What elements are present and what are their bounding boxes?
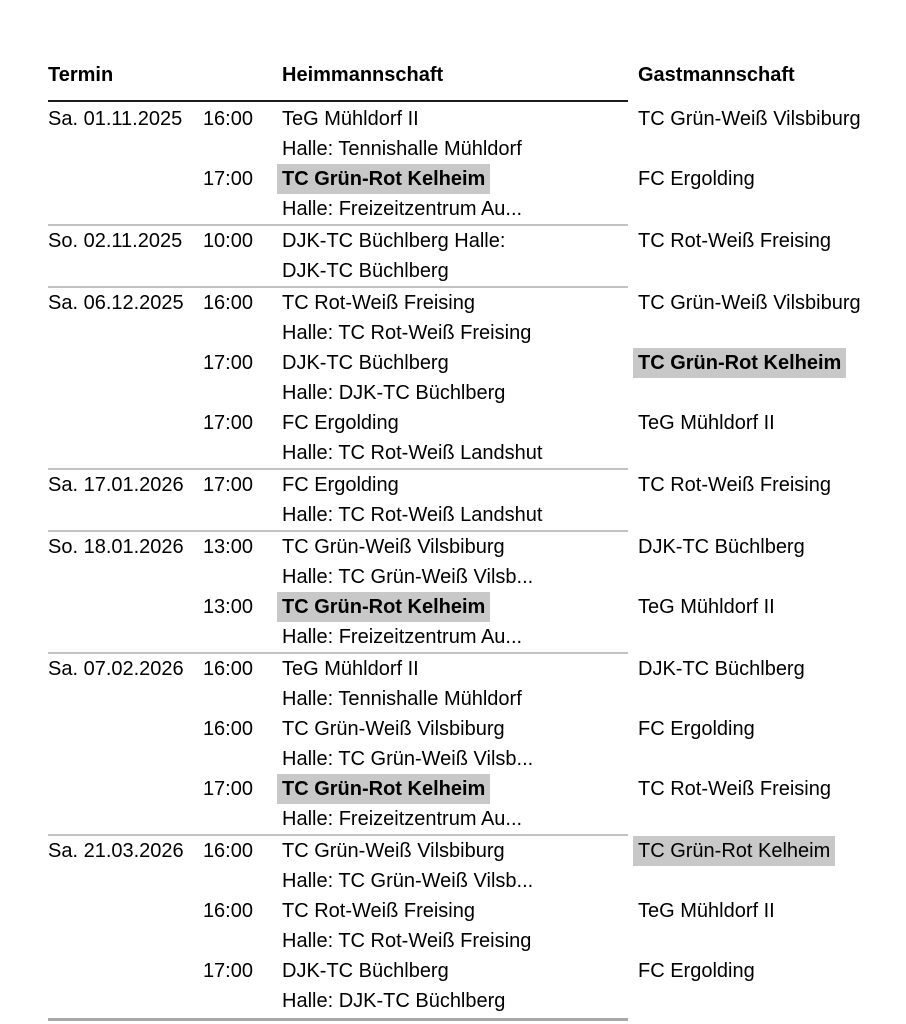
home-team: TC Rot-Weiß Freising [282,292,475,314]
column-header-termin: Termin [48,64,114,86]
termin-cell [48,654,282,684]
home-cell [282,956,638,1016]
guest-cell [638,956,900,986]
match-time: 13:00 [202,596,253,618]
home-cell [282,592,638,652]
home-cell [282,348,638,408]
guest-team: FC Ergolding [638,168,755,190]
home-team: TeG Mühldorf II [282,108,419,130]
guest-team: TeG Mühldorf II [638,596,775,618]
column-header-heimmannschaft: Heimmannschaft [282,64,444,86]
home-cell [282,836,638,896]
guest-team-highlighted: TC Grün-Rot Kelheim [633,348,846,378]
match-time: 16:00 [202,108,253,130]
home-team: FC Ergolding [282,474,399,496]
home-venue: Halle: DJK-TC Büchlberg [282,382,506,404]
guest-team-highlighted: TC Grün-Rot Kelheim [633,836,835,866]
table-header-row [48,60,900,90]
match-row [48,896,900,956]
guest-team: TC Rot-Weiß Freising [638,474,831,496]
home-venue: Halle: TC Grün-Weiß Vilsb... [282,870,534,892]
match-time: 16:00 [202,658,253,680]
termin-cell [48,956,282,986]
match-row [48,104,900,164]
home-venue: Halle: Freizeitzentrum Au... [282,198,523,220]
match-row [48,470,900,530]
home-venue: DJK-TC Büchlberg [282,260,449,282]
match-time: 16:00 [202,900,253,922]
match-time: 16:00 [202,718,253,740]
match-row [48,956,900,1016]
home-venue: Halle: Freizeitzentrum Au... [282,808,523,830]
home-venue: Halle: TC Rot-Weiß Landshut [282,442,543,464]
home-venue: Halle: Tennishalle Mühldorf [282,688,522,710]
match-date: Sa. 17.01.2026 [48,474,184,496]
match-time: 17:00 [202,960,253,982]
home-cell [282,774,638,834]
home-team-highlighted: TC Grün-Rot Kelheim [277,774,490,804]
termin-cell [48,592,282,622]
match-date: Sa. 06.12.2025 [48,292,184,314]
guest-cell [638,408,900,438]
guest-cell [638,532,900,562]
home-venue: Halle: DJK-TC Büchlberg [282,990,506,1012]
match-time: 17:00 [202,412,253,434]
table-bottom-rule [48,1018,628,1021]
home-venue: Halle: TC Rot-Weiß Freising [282,930,532,952]
home-team: TC Grün-Weiß Vilsbiburg [282,840,505,862]
termin-cell [48,714,282,744]
match-date: Sa. 07.02.2026 [48,658,184,680]
match-time: 17:00 [202,352,253,374]
termin-cell [48,164,282,194]
termin-cell [48,288,282,318]
termin-cell [48,774,282,804]
home-cell [282,714,638,774]
home-cell [282,532,638,592]
match-row [48,348,900,408]
home-team: TeG Mühldorf II [282,658,419,680]
match-row [48,836,900,896]
match-time: 16:00 [202,840,253,862]
guest-cell [638,774,900,804]
termin-cell [48,348,282,378]
home-venue: Halle: TC Rot-Weiß Landshut [282,504,543,526]
guest-cell [638,226,900,256]
home-cell [282,104,638,164]
home-venue: Halle: TC Grün-Weiß Vilsb... [282,748,534,770]
home-team-highlighted: TC Grün-Rot Kelheim [277,592,490,622]
home-team: FC Ergolding [282,412,399,434]
home-venue: Halle: TC Grün-Weiß Vilsb... [282,566,534,588]
match-time: 17:00 [202,168,253,190]
home-cell [282,654,638,714]
home-cell [282,408,638,468]
termin-cell [48,836,282,866]
guest-team: TeG Mühldorf II [638,412,775,434]
termin-cell [48,226,282,256]
termin-cell [48,896,282,926]
guest-cell [638,470,900,500]
home-team: DJK-TC Büchlberg Halle: [282,230,506,252]
home-venue: Halle: Tennishalle Mühldorf [282,138,522,160]
match-row [48,654,900,714]
guest-cell [638,288,900,318]
match-date: Sa. 21.03.2026 [48,840,184,862]
match-row [48,164,900,224]
column-header-gastmannschaft: Gastmannschaft [638,64,795,86]
guest-team: DJK-TC Büchlberg [638,658,805,680]
match-time: 17:00 [202,778,253,800]
home-team: TC Rot-Weiß Freising [282,900,475,922]
guest-cell [638,164,900,194]
guest-cell [638,654,900,684]
guest-cell [638,836,900,866]
guest-team: TC Rot-Weiß Freising [638,230,831,252]
match-time: 13:00 [202,536,253,558]
guest-cell [638,592,900,622]
guest-cell [638,104,900,134]
match-date: So. 02.11.2025 [48,230,183,252]
match-time: 10:00 [202,230,253,252]
termin-cell [48,470,282,500]
guest-team: TC Grün-Weiß Vilsbiburg [638,108,861,130]
guest-team: TC Grün-Weiß Vilsbiburg [638,292,861,314]
match-schedule-table [48,60,900,1021]
home-team: DJK-TC Büchlberg [282,960,449,982]
match-row [48,226,900,286]
guest-cell [638,348,900,378]
match-row [48,408,900,468]
termin-cell [48,104,282,134]
guest-team: TC Rot-Weiß Freising [638,778,831,800]
home-team: TC Grün-Weiß Vilsbiburg [282,718,505,740]
home-team-highlighted: TC Grün-Rot Kelheim [277,164,490,194]
match-row [48,714,900,774]
home-team: DJK-TC Büchlberg [282,352,449,374]
home-team: TC Grün-Weiß Vilsbiburg [282,536,505,558]
home-cell [282,226,638,286]
home-venue: Halle: TC Rot-Weiß Freising [282,322,532,344]
termin-cell [48,408,282,438]
header-rule [48,100,628,102]
home-cell [282,288,638,348]
guest-cell [638,714,900,744]
match-date: So. 18.01.2026 [48,536,184,558]
guest-team: DJK-TC Büchlberg [638,536,805,558]
match-date: Sa. 01.11.2025 [48,108,183,130]
match-row [48,592,900,652]
match-row [48,288,900,348]
home-venue: Halle: Freizeitzentrum Au... [282,626,523,648]
home-cell [282,164,638,224]
guest-team: FC Ergolding [638,960,755,982]
match-row [48,774,900,834]
guest-team: FC Ergolding [638,718,755,740]
guest-team: TeG Mühldorf II [638,900,775,922]
match-row [48,532,900,592]
termin-cell [48,532,282,562]
match-time: 16:00 [202,292,253,314]
home-cell [282,470,638,530]
home-cell [282,896,638,956]
match-time: 17:00 [202,474,253,496]
guest-cell [638,896,900,926]
